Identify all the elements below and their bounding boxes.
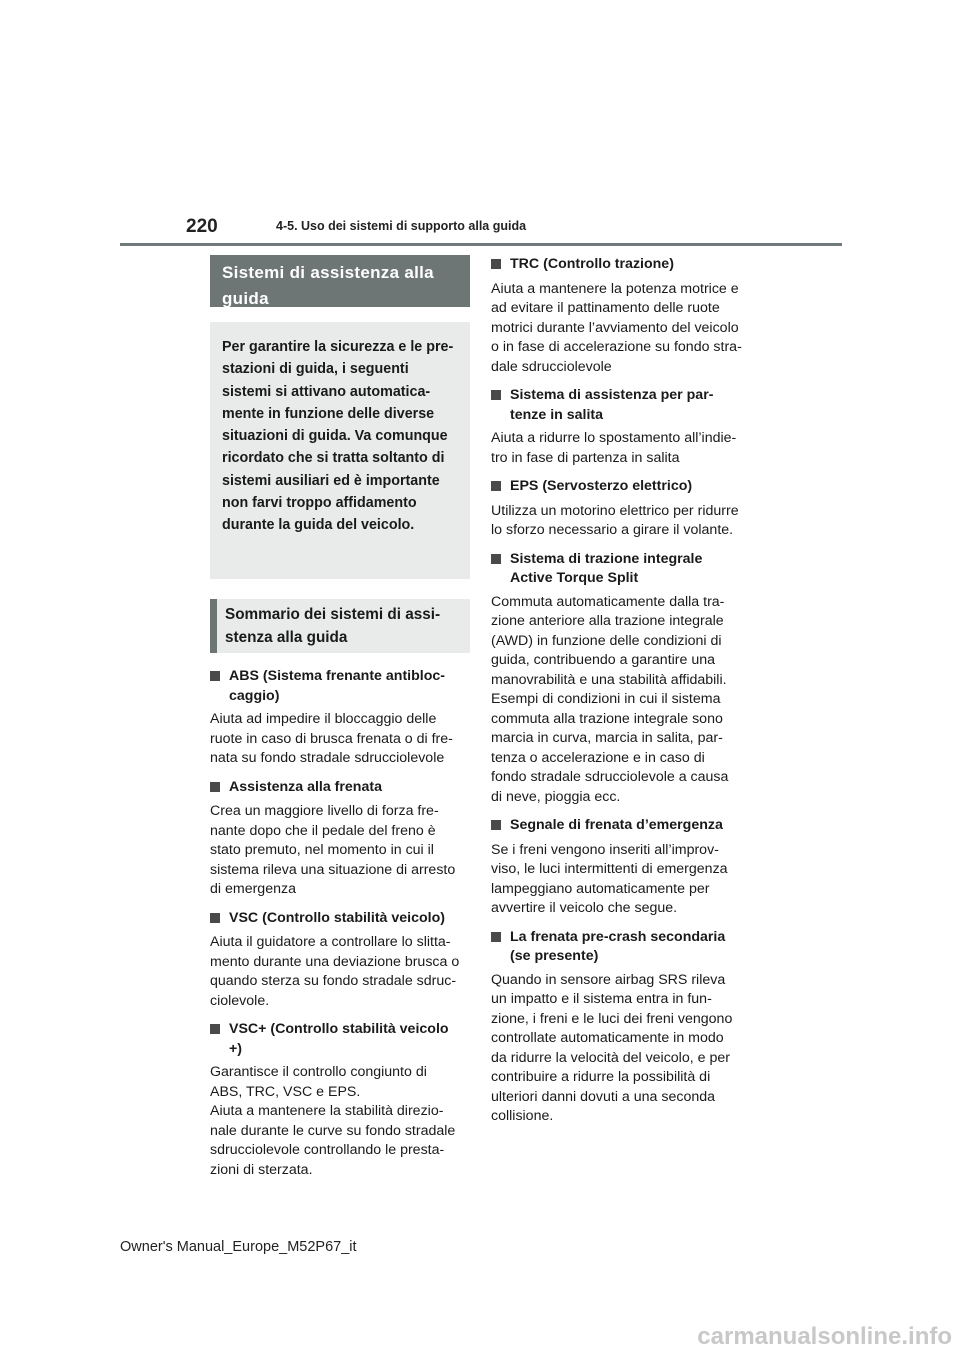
- item-body: Quando in sensore airbag SRS rileva un impatto e il sistema entra in fun- zione, i freni e le luci dei freni vengono controllate automaticamente in modo da ridurre la velocità del veicolo, e per contribuire a ridurre la possibilità di ulteriori danni dovuti a una seconda collisione.: [491, 971, 733, 1124]
- intro-box: Per garantire la sicurezza e le pre- stazioni di guida, i seguenti sistemi si attivano automatica- mente in funzione delle diverse situazioni di guida. Va comunque ricordato che si tratta soltanto di sistemi ausiliari ed è importante non farvi troppo affidamento durante la guida del veicolo.: [210, 322, 470, 579]
- list-item: [210, 778, 470, 900]
- item-title: ABS (Sistema frenante antibloc- caggio): [229, 668, 446, 704]
- right-column: [491, 255, 751, 1127]
- header-rule: [120, 243, 842, 246]
- left-column: [210, 255, 470, 1180]
- page-number: 220: [186, 216, 218, 237]
- item-title: EPS (Servosterzo elettrico): [510, 478, 693, 494]
- item-title: La frenata pre-crash secondaria (se presente): [510, 928, 726, 964]
- list-item: [491, 386, 751, 468]
- section-header: 4-5. Uso dei sistemi di supporto alla guida: [276, 219, 527, 233]
- item-title: Assistenza alla frenata: [229, 778, 382, 795]
- item-body: Se i freni vengono inseriti all’improv- viso, le luci intermittenti di emergenza lampeggiano automaticamente per avvertire il veicolo che segue.: [491, 841, 728, 916]
- list-item: [491, 255, 751, 377]
- item-title: TRC (Controllo trazione): [510, 256, 674, 272]
- item-title: Segnale di frenata d’emergenza: [510, 817, 723, 833]
- square-bullet-icon: [210, 909, 229, 930]
- summary-subtitle: Sommario dei sistemi di assi- stenza alla guida: [210, 599, 470, 653]
- square-bullet-icon: [210, 667, 229, 706]
- item-title: VSC+ (Controllo stabilità veicolo +): [229, 1021, 449, 1057]
- item-title: VSC (Controllo stabilità veicolo): [229, 909, 445, 926]
- list-item: [491, 928, 751, 1127]
- item-body: Garantisce il controllo congiunto di ABS, TRC, VSC e EPS. Aiuta a mantenere la stabilità direzio- nale durante le curve su fondo stradale sdrucciolevole controllando le presta- zioni di sterzata.: [210, 1064, 456, 1178]
- item-body: Aiuta a mantenere la potenza motrice e ad evitare il pattinamento delle ruote motrici durante l’avviamento del veicolo o in fase di accelerazione su fondo stra- dale sdrucciolevole: [491, 280, 742, 375]
- item-body: Aiuta a ridurre lo spostamento all’indie- tro in fase di partenza in salita: [491, 430, 737, 466]
- list-item: [491, 477, 751, 541]
- watermark: carmanualsonline.info: [697, 1323, 952, 1350]
- square-bullet-icon: [491, 550, 510, 589]
- square-bullet-icon: [491, 386, 510, 425]
- section-box-title: Sistemi di assistenza alla guida: [210, 255, 470, 307]
- list-item: [491, 550, 751, 808]
- list-item: [210, 1020, 470, 1180]
- list-item: [210, 667, 470, 769]
- square-bullet-icon: [210, 778, 229, 799]
- list-item: [491, 816, 751, 919]
- item-title: Sistema di assistenza per par- tenze in salita: [510, 387, 714, 423]
- footer-doc-id: Owner's Manual_Europe_M52P67_it: [120, 1239, 357, 1255]
- item-body: Aiuta il guidatore a controllare lo slitta- mento durante una deviazione brusca o quando sterza su fondo stradale sdruc- ciolevole.: [210, 934, 460, 1009]
- item-body: Utilizza un motorino elettrico per ridurre lo sforzo necessario a girare il volante.: [491, 502, 739, 538]
- square-bullet-icon: [491, 255, 510, 276]
- square-bullet-icon: [491, 477, 510, 498]
- item-body: Commuta automaticamente dalla tra- zione anteriore alla trazione integrale (AWD) in funzione delle condizioni di guida, contribuendo a garantire una manovrabilità e una stabilità affidabili. Esempi di condizioni in cui il sistema commuta alla trazione integrale sono marcia in curva, marcia in salita, par- tenza o accelerazione e in caso di fondo stradale sdrucciolevole a causa di neve, pioggia ecc.: [491, 593, 729, 805]
- item-body: Aiuta ad impedire il bloccaggio delle ruote in caso di brusca frenata o di fre- nata su fondo stradale sdrucciolevole: [210, 711, 453, 766]
- square-bullet-icon: [210, 1020, 229, 1059]
- item-body: Crea un maggiore livello di forza fre- nante dopo che il pedale del freno è stato premuto, nel momento in cui il sistema rileva una situazione di arresto di emergenza: [210, 803, 456, 897]
- item-title: Sistema di trazione integrale Active Torque Split: [510, 550, 703, 586]
- square-bullet-icon: [491, 816, 510, 837]
- square-bullet-icon: [491, 928, 510, 967]
- list-item: [210, 909, 470, 1012]
